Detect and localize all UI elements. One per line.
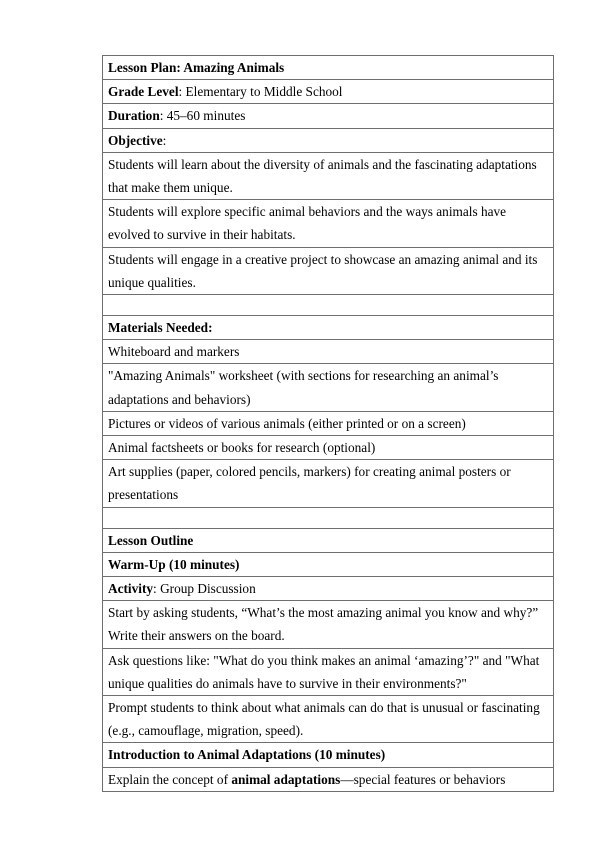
table-row [103,152,554,199]
material-item: "Amazing Animals" worksheet (with sections for researching an animal’s adaptations and behaviors) [103,364,554,411]
material-item: Whiteboard and markers [103,340,554,364]
table-row [103,364,554,411]
grade-level-value: : Elementary to Middle School [178,84,343,100]
lesson-title: Lesson Plan: Amazing Animals [108,60,285,75]
intro-text-before: Explain the concept of [108,771,232,787]
intro-heading: Introduction to Animal Adaptations (10 minutes) [108,747,386,763]
table-row [103,80,554,104]
activity-value: : Group Discussion [153,581,256,597]
materials-heading: Materials Needed: [108,320,213,336]
grade-level-label: Grade Level [108,84,179,100]
intro-text-after: —special features or behaviors [340,771,506,787]
table-row [103,340,554,364]
objective-label: Objective [108,132,163,148]
table-row [103,601,554,648]
table-row [103,767,554,791]
warmup-heading-cell [103,552,554,576]
blank-row [103,507,554,528]
materials-heading-cell [103,316,554,340]
activity-cell [103,577,554,601]
material-item: Art supplies (paper, colored pencils, markers) for creating animal posters or presentations [103,460,554,507]
table-row [103,696,554,743]
warmup-step: Prompt students to think about what animals can do that is unusual or fascinating (e.g., camouflage, migration, speed). [103,696,554,743]
warmup-heading: Warm-Up (10 minutes) [108,556,240,572]
warmup-step: Ask questions like: "What do you think makes an animal ‘amazing’?" and "What unique qualities do animals have to survive in their environments?" [103,648,554,695]
table-row [103,411,554,435]
table-row [103,743,554,767]
outline-heading: Lesson Outline [108,532,194,548]
table-row [103,528,554,552]
objective-colon: : [162,132,167,148]
activity-label: Activity [108,581,154,597]
duration-label: Duration [108,108,160,124]
intro-text-bold: animal adaptations [231,771,341,787]
material-item: Animal factsheets or books for research (optional) [103,436,554,460]
objective-heading-cell [103,128,554,152]
table-row [103,104,554,128]
blank-cell [103,295,554,316]
intro-heading-cell [103,743,554,767]
duration-cell [103,104,554,128]
objective-item: Students will engage in a creative project to showcase an amazing animal and its unique qualities. [103,247,554,294]
objective-item: Students will learn about the diversity of animals and the fascinating adaptations that make them unique. [103,152,554,199]
table-row [103,316,554,340]
blank-cell [103,507,554,528]
table-row [103,436,554,460]
table-row [103,552,554,576]
material-item: Pictures or videos of various animals (either printed or on a screen) [103,411,554,435]
table-row [103,128,554,152]
objective-item: Students will explore specific animal behaviors and the ways animals have evolved to survive in their habitats. [103,200,554,247]
lesson-title-cell [103,56,554,80]
table-row [103,648,554,695]
duration-value: : 45–60 minutes [159,108,246,124]
lesson-plan-table [102,55,554,792]
intro-text-cell [103,767,554,791]
table-row [103,247,554,294]
grade-level-cell [103,80,554,104]
table-row [103,460,554,507]
table-row [103,200,554,247]
table-row [103,56,554,80]
warmup-step: Start by asking students, “What’s the most amazing animal you know and why?” Write their answers on the board. [103,601,554,648]
table-row [103,577,554,601]
blank-row [103,295,554,316]
outline-heading-cell [103,528,554,552]
